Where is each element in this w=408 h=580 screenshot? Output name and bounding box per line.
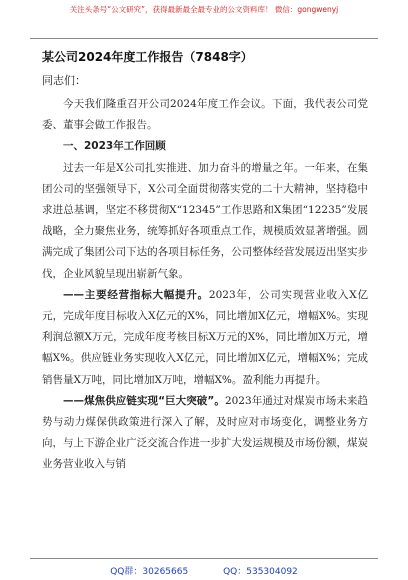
section-heading: 一、2023年工作回顾: [63, 140, 166, 153]
qq-number: QQ：535304092: [223, 567, 298, 577]
intro-paragraph: 今天我们隆重召开公司2024年度工作会议。下面，我代表公司党委、董事会做工作报告。: [42, 98, 368, 132]
footer-divider: [30, 558, 378, 559]
header-divider: [30, 38, 378, 39]
contact-footer: [0, 564, 408, 577]
document-body: [42, 94, 368, 476]
qq-group-number: QQ群：30265665: [110, 567, 189, 577]
indicators-text: 2023年，公司实现营业收入X亿元，完成年度目标收入X亿元的X%，同比增加X亿元，增幅X%。实现利润总额X万元，完成年度考核目标X万元的X%，同比增加X万元，增幅X%。供应链业务实现收入X亿元，同比增加X亿元，增幅X%；完成销售量X万吨，同比增加X万吨，增幅X%。盈利能力再提升。: [42, 288, 369, 386]
supply-chain-paragraph: [42, 391, 368, 476]
salutation: 同志们：: [42, 74, 86, 87]
promo-header-note: 关注头条号“公文研究”，获得最新最全最专业的公文资料库！ 微信：gongwenyj: [69, 5, 339, 14]
document-title: 某公司2024年度工作报告（7848字）: [42, 50, 253, 64]
indicators-paragraph: [42, 285, 368, 391]
supply-chain-lead: ——煤焦供应链实现“巨大突破”。: [63, 394, 225, 407]
review-paragraph: 过去一年是X公司扎实推进、加力奋斗的增量之年。一年来，在集团公司的坚强领导下，X公司全面贯彻落实党的二十大精神，坚持稳中求进总基调，坚定不移贯彻X“12345”工作思路和X集团“12235”发展战略，全力聚焦业务，统筹抓好各项重点工作，规模质效显著增强。圆满完成了集团公司下达的各项目标任务，公司整体经营发展迈出坚实步伐，企业风貌呈现出崭新气象。: [42, 161, 368, 280]
indicators-lead: ——主要经营指标大幅提升。: [63, 288, 209, 301]
supply-chain-text: 2023年通过对煤炭市场未来趋势与动力煤保供政策进行深入了解，及时应对市场变化，调整业务方向，与上下游企业广泛交流合作进一步扩大发运规模及市场份额，煤炭业务营业收入与销: [42, 394, 368, 471]
